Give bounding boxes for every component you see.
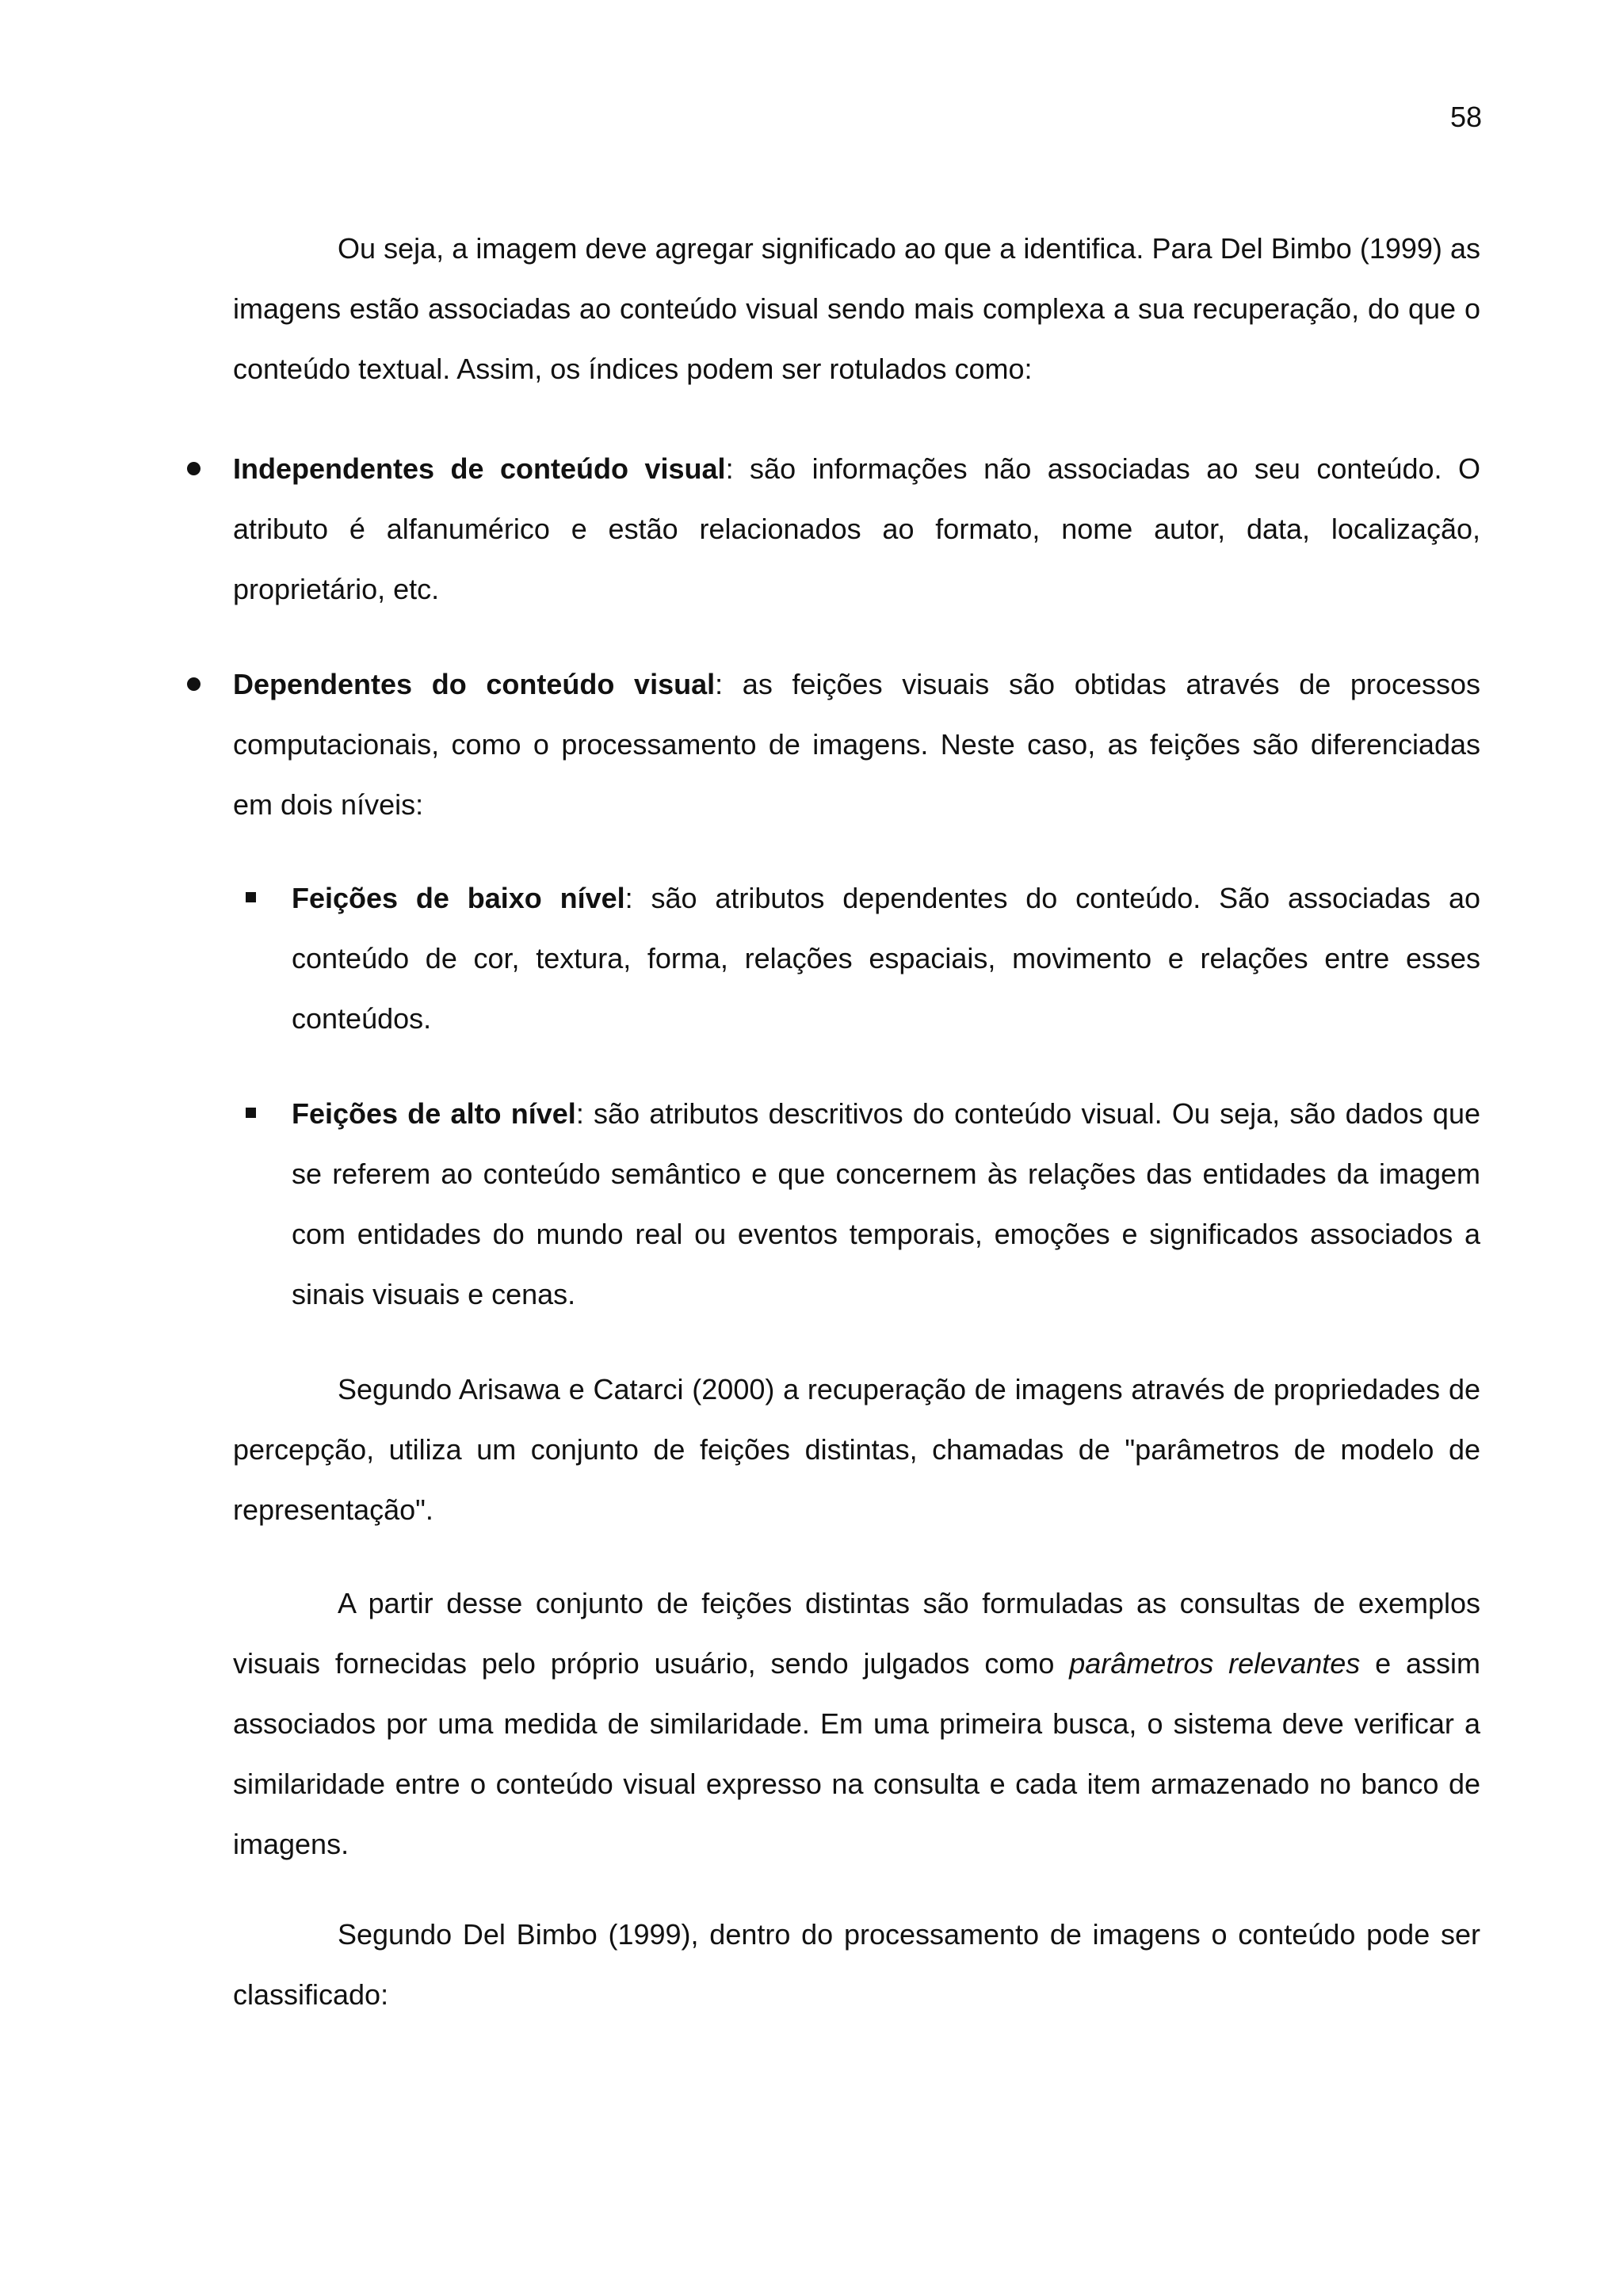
bullet-item-dependent [233,654,1480,835]
sub-bullet-low-level [292,868,1480,1049]
paragraph-consultas-before: A partir desse conjunto de feições distintas são formuladas as consultas de exemplos visuais fornecidas pelo próprio usuário, sendo julgados como [233,1587,1480,1680]
paragraph-consultas [233,1573,1480,1875]
sub-bullet-text: : são atributos dependentes do conteúdo. São associadas ao conteúdo de cor, textura, forma, relações espaciais, movimento e relações entre esses conteúdos. [292,882,1480,1035]
sub-bullet-high-level [292,1084,1480,1325]
sub-bullet-term: Feições de alto nível [292,1097,576,1130]
sub-bullet-term: Feições de baixo nível [292,882,625,914]
paragraph-consultas-italic: parâmetros relevantes [1069,1647,1361,1680]
bullet-text: : as feições visuais são obtidas através de processos computacionais, como o processamento de imagens. Neste caso, as feições são diferenciadas em dois níveis: [233,668,1480,821]
bullet-text: : são informações não associadas ao seu conteúdo. O atributo é alfanumérico e estão relacionados ao formato, nome autor, data, localização, proprietário, etc. [233,452,1480,605]
bullet-dot-icon [187,677,200,691]
paragraph-del-bimbo: Segundo Del Bimbo (1999), dentro do processamento de imagens o conteúdo pode ser classificado: [233,1918,1480,2011]
bullet-item-independent [233,439,1480,620]
sub-bullet-text: : são atributos descritivos do conteúdo visual. Ou seja, são dados que se referem ao conteúdo semântico e que concernem às relações das entidades da imagem com entidades do mundo real ou eventos temporais, emoções e significados associados a sinais visuais e cenas. [292,1097,1480,1310]
bullet-term: Dependentes do conteúdo visual [233,668,716,700]
square-bullet-icon [246,1108,256,1118]
bullet-term: Independentes de conteúdo visual [233,452,726,485]
bullet-dot-icon [187,462,200,475]
paragraph-arisawa: Segundo Arisawa e Catarci (2000) a recuperação de imagens através de propriedades de percepção, utiliza um conjunto de feições distintas, chamadas de "parâmetros de modelo de representação". [233,1373,1480,1526]
paragraph-intro: Ou seja, a imagem deve agregar significado ao que a identifica. Para Del Bimbo (1999) as imagens estão associadas ao conteúdo visual sendo mais complexa a sua recuperação, do que o conteúdo textual. Assim, os índices podem ser rotulados como: [233,232,1480,385]
square-bullet-icon [246,892,256,902]
page-number: 58 [1449,101,1482,133]
paragraph-consultas-after: e assim associados por uma medida de similaridade. Em uma primeira busca, o sistema deve verificar a similaridade entre o conteúdo visual expresso na consulta e cada item armazenado no banco de imagens. [233,1647,1480,1860]
